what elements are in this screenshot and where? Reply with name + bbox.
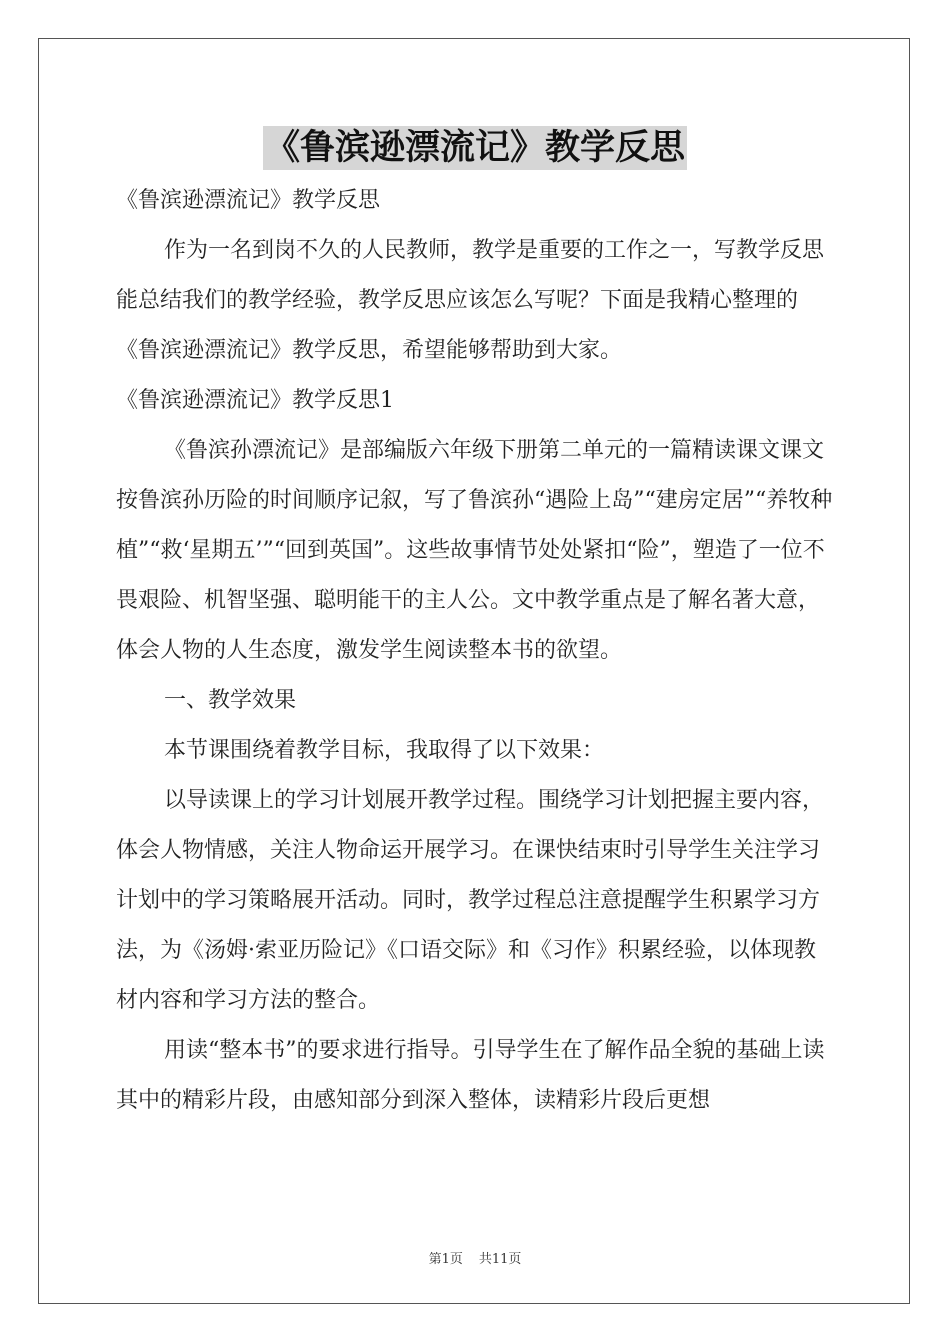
document-subtitle: 《鲁滨逊漂流记》教学反思	[116, 188, 381, 213]
intro-paragraph: 作为一名到岗不久的人民教师，教学是重要的工作之一，写教学反思能总结我们的教学经验，教学反思应该怎么写呢？下面是我精心整理的《鲁滨逊漂流记》教学反思，希望能够帮助到大家。	[116, 238, 825, 363]
document-body	[116, 176, 836, 1126]
title-wrapper	[0, 126, 950, 170]
paragraph-summary: 《鲁滨孙漂流记》是部编版六年级下册第二单元的一篇精读课文课文按鲁滨孙历险的时间顺序记叙，写了鲁滨孙“遇险上岛”“建房定居”“养牧种植”“救‘星期五’”“回到英国”。这些故事情节处处紧扣“险”，塑造了一位不畏艰险、机智坚强、聪明能干的主人公。文中教学重点是了解名著大意，体会人物的人生态度，激发学生阅读整本书的欲望。	[116, 438, 833, 663]
page-number: 第1页	[428, 1252, 463, 1267]
subheading-teaching-effect: 一、教学效果	[164, 688, 297, 713]
page-footer	[0, 1248, 950, 1267]
paragraph-whole-book: 用读“整本书”的要求进行指导。引导学生在了解作品全貌的基础上读其中的精彩片段，由感知部分到深入整体，读精彩片段后更想	[116, 1038, 825, 1113]
document-title: 《鲁滨逊漂流记》教学反思	[264, 127, 685, 168]
page-total: 共11页	[478, 1252, 522, 1267]
paragraph-effect-intro: 本节课围绕着教学目标，我取得了以下效果：	[164, 738, 605, 763]
paragraph-learning-plan: 以导读课上的学习计划展开教学过程。围绕学习计划把握主要内容，体会人物情感，关注人物命运开展学习。在课快结束时引导学生关注学习计划中的学习策略展开活动。同时，教学过程总注意提醒学生积累学习方法，为《汤姆·索亚历险记》《口语交际》和《习作》积累经验，以体现教材内容和学习方法的整合。	[116, 788, 825, 1013]
section-heading: 《鲁滨逊漂流记》教学反思1	[116, 388, 394, 413]
